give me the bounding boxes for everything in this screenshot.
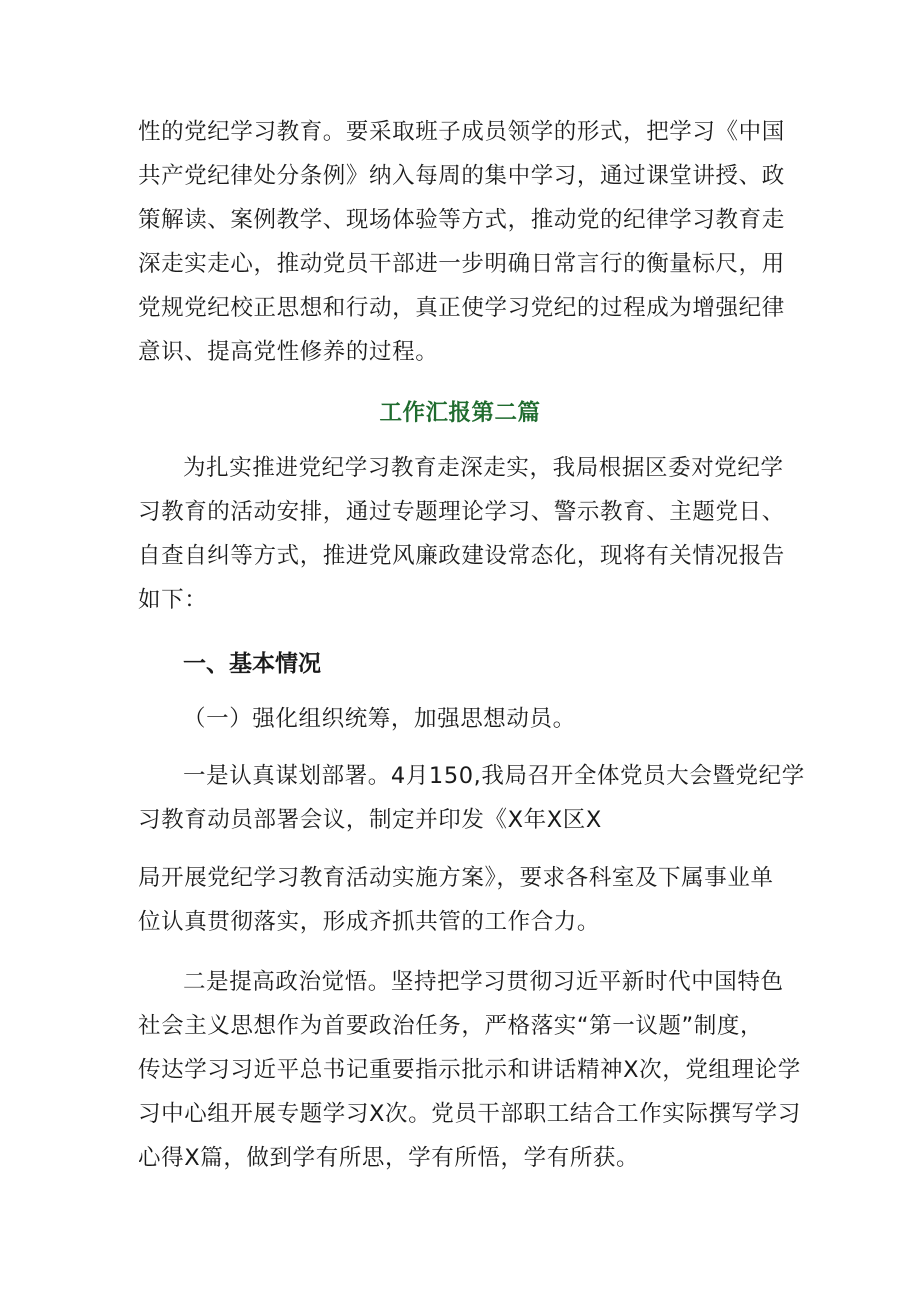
subheading: （一）强化组织统筹，加强思想动员。	[183, 706, 576, 732]
paragraph-line: 习教育动员部署会议，制定并印发《X年X区X	[138, 807, 602, 833]
paragraph-line: 为扎实推进党纪学习教育走深走实，我局根据区委对党纪学	[183, 455, 784, 481]
paragraph-line: 习中心组开展专题学习X次。党员干部职工结合工作实际撰写学习	[138, 1101, 801, 1127]
paragraph-line: 自查自纠等方式，推进党风廉政建设常态化，现将有关情况报告	[138, 543, 785, 569]
paragraph-line: 如下：	[138, 587, 208, 613]
paragraph-line: 位认真贯彻落实，形成齐抓共管的工作合力。	[138, 909, 601, 935]
paragraph-line: 习教育的活动安排，通过专题理论学习、警示教育、主题党日、	[138, 499, 785, 525]
paragraph-line: 一是认真谋划部署。4月150,我局召开全体党员大会暨党纪学	[183, 763, 805, 789]
paragraph-line: 心得X篇，做到学有所思，学有所悟，学有所获。	[138, 1145, 640, 1171]
section-title: 工作汇报第二篇	[379, 400, 541, 426]
heading-basic-situation: 一、基本情况	[183, 651, 321, 677]
paragraph-line: 局开展党纪学习教育活动实施方案》，要求各科室及下属事业单	[138, 865, 774, 891]
paragraph-line: 性的党纪学习教育。要采取班子成员领学的形式，把学习《中国	[138, 119, 785, 145]
paragraph-line: 党规党纪校正思想和行动，真正使学习党纪的过程成为增强纪律	[138, 295, 785, 321]
paragraph-line: 意识、提高党性修养的过程。	[138, 339, 439, 365]
paragraph-line: 深走实走心，推动党员干部进一步明确日常言行的衡量标尺，用	[138, 251, 785, 277]
paragraph-line: 共产党纪律处分条例》纳入每周的集中学习，通过课堂讲授、政	[138, 163, 785, 189]
paragraph-line: 传达学习习近平总书记重要指示批示和讲话精神X次，党组理论学	[138, 1057, 801, 1083]
paragraph-line: 社会主义思想作为首要政治任务，严格落实“第一议题”制度，	[138, 1013, 764, 1039]
paragraph-line: 二是提高政治觉悟。坚持把学习贯彻习近平新时代中国特色	[183, 969, 784, 995]
paragraph-line: 策解读、案例教学、现场体验等方式，推动党的纪律学习教育走	[138, 207, 785, 233]
